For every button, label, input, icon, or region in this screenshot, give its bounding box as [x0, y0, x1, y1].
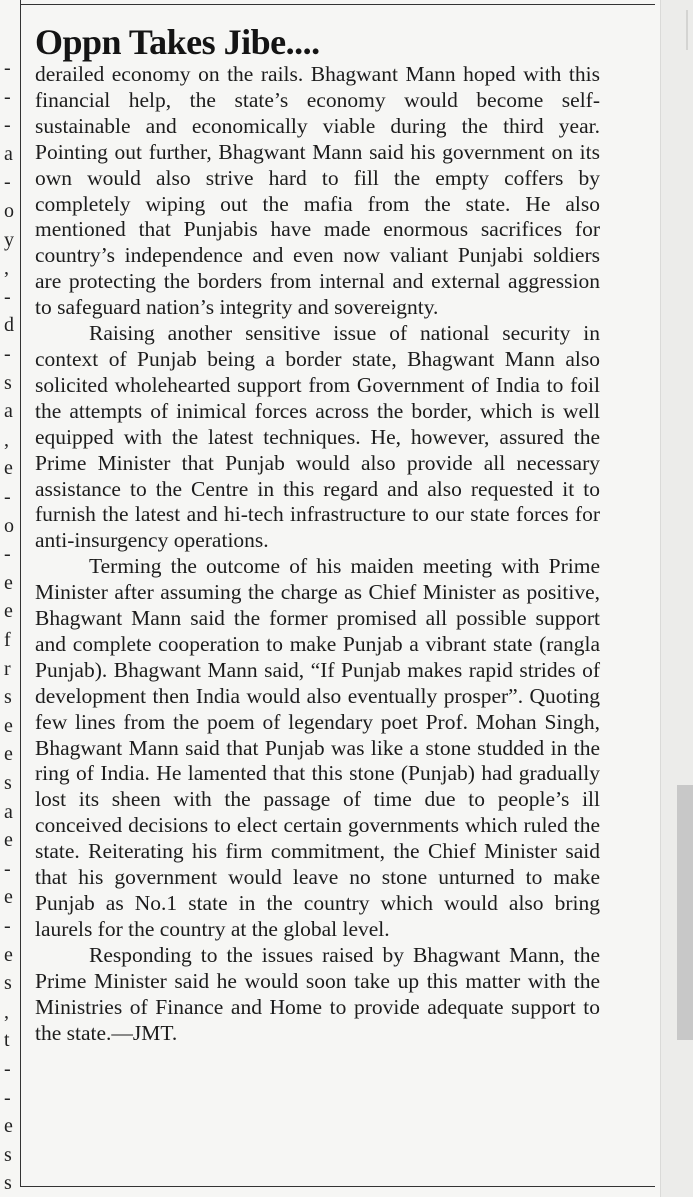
left-column-char: e [4, 829, 13, 852]
left-column-char: - [4, 1086, 11, 1109]
left-column-char: - [4, 285, 11, 308]
left-column-fragment [0, 0, 20, 1197]
article-paragraph: derailed economy on the rails. Bhagwant Mann hoped with this financial help, the state’s economy would become self-sustainable and economically viable during the third year. Pointing out further, Bhagwant Mann said his government on its own would also strive hard to fill the empty coffers by completely wiping out the mafia from the state. He also mentioned that Punjabis have made enormous sacrifices for country’s independence and even now valiant Punjabi soldiers are protecting the borders from internal and external aggression to safeguard nation’s integrity and sovereignty. [35, 62, 600, 320]
left-column-char: - [4, 114, 11, 137]
scrollbar-thumb[interactable] [677, 785, 693, 1040]
left-column-char: - [4, 171, 11, 194]
article-paragraph: Terming the outcome of his maiden meeting with Prime Minister after assuming the charge as Chief Minister as positive, Bhagwant Mann said the former promised all possible support and complete cooperation to make Punjab a vibrant state (rangla Punjab). Bhagwant Mann said, “If Punjab makes rapid strides of development then India would also eventually prosper”. Quoting few lines from the poem of legendary poet Prof. Mohan Singh, Bhagwant Mann said that Punjab was like a stone studded in the ring of India. He lamented that this stone (Punjab) had gradually lost its sheen with the passage of time due to people’s ill conceived decisions to elect certain governments which ruled the state. Reiterating his firm commitment, the Chief Minister said that his government would leave no stone unturned to make Punjab as No.1 state in the country which would also bring laurels for the country at the global level. [35, 554, 600, 941]
left-column-char: s [4, 1143, 12, 1166]
left-column-char: y [4, 228, 14, 251]
left-column-char: - [4, 857, 11, 880]
left-column-char: o [4, 514, 14, 537]
left-column-char: e [4, 714, 13, 737]
column-rule [20, 0, 21, 1186]
left-column-char: e [4, 571, 13, 594]
scrollbar-track-marker [686, 10, 688, 50]
left-column-char: a [4, 800, 13, 823]
left-column-char: - [4, 915, 11, 937]
left-column-char: e [4, 600, 13, 623]
left-column-char: - [4, 57, 11, 79]
left-column-char: , [4, 257, 9, 280]
left-column-char: a [4, 400, 13, 423]
left-column-char: a [4, 142, 13, 165]
left-column-char: o [4, 200, 14, 222]
left-column-char: e [4, 1115, 13, 1138]
article-paragraph: Raising another sensitive issue of national security in context of Punjab being a border state, Bhagwant Mann also solicited wholehearted support from Government of India to foil the attempts of inimical forces across the border, which is well equipped with the latest techniques. He, however, assured the Prime Minister that Punjab would also provide all necessary assistance to the Centre in this regard and also requested it to furnish the latest and hi-tech infrastructure to our state forces for anti-insurgency operations. [35, 321, 600, 553]
bottom-rule [20, 1186, 655, 1187]
left-column-char: f [4, 629, 11, 651]
left-column-char: - [4, 543, 11, 566]
left-column-char: s [4, 1172, 12, 1195]
left-column-char: e [4, 886, 13, 909]
left-column-char: e [4, 943, 13, 966]
left-column-char: r [4, 657, 11, 680]
article-paragraph: Responding to the issues raised by Bhagwant Mann, the Prime Minister said he would soon take up this matter with the Ministries of Finance and Home to provide adequate support to the state.—JMT. [35, 942, 600, 1045]
left-column-char: - [4, 486, 11, 508]
left-column-char: , [4, 1000, 9, 1023]
left-column-char: , [4, 428, 9, 451]
left-column-char: t [4, 1029, 10, 1052]
left-column-char: s [4, 686, 12, 709]
article [35, 22, 600, 1046]
left-column-char: - [4, 85, 11, 108]
left-column-char: e [4, 457, 13, 480]
left-column-char: e [4, 743, 13, 766]
headline: Oppn Takes Jibe.... [35, 22, 320, 62]
left-column-char: s [4, 772, 12, 794]
left-column-char: - [4, 1058, 11, 1080]
top-rule [20, 4, 655, 5]
left-column-char: - [4, 343, 11, 365]
left-column-char: d [4, 314, 14, 337]
left-column-char: s [4, 371, 12, 394]
left-column-char: s [4, 972, 12, 995]
